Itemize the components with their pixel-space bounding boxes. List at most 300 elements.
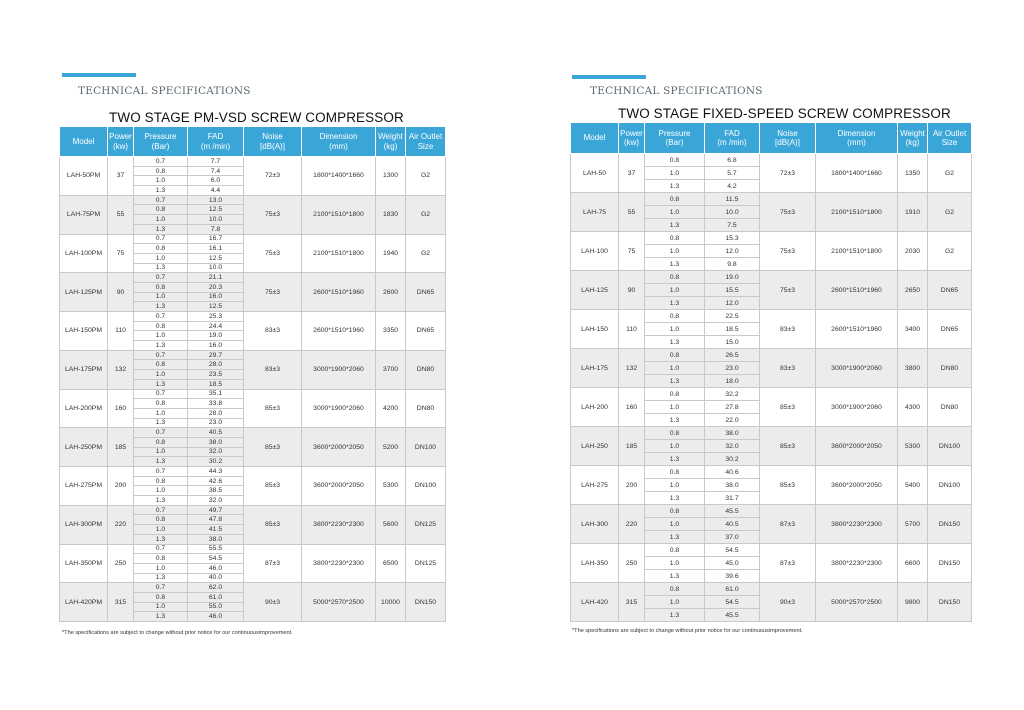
pressure-cell: 1.0 <box>134 525 188 535</box>
header-outlet: Air Outlet Size <box>928 123 972 154</box>
pressure-cell: 0.8 <box>645 154 705 167</box>
fad-cell: 4.4 <box>188 186 244 196</box>
pressure-cell: 0.8 <box>645 427 705 440</box>
fad-cell: 16.0 <box>188 292 244 302</box>
pressure-cell: 0.8 <box>645 505 705 518</box>
pressure-cell: 0.8 <box>645 388 705 401</box>
noise-cell: 83±3 <box>760 310 816 349</box>
fad-cell: 62.0 <box>188 583 244 593</box>
header-pressure: Pressure (Bar) <box>645 123 705 154</box>
dimension-cell: 1800*1400*1660 <box>302 157 376 196</box>
pressure-cell: 0.8 <box>134 437 188 447</box>
pressure-cell: 0.8 <box>645 232 705 245</box>
weight-cell: 1830 <box>376 195 406 234</box>
header-dimension: Dimension (mm) <box>302 127 376 157</box>
pressure-cell: 1.0 <box>645 518 705 531</box>
power-cell: 315 <box>619 583 645 622</box>
pressure-cell: 1.0 <box>645 206 705 219</box>
fad-cell: 28.0 <box>188 408 244 418</box>
pressure-cell: 0.7 <box>134 312 188 322</box>
table-row <box>571 232 972 245</box>
model-group <box>60 583 446 622</box>
pressure-cell: 0.7 <box>134 544 188 554</box>
fad-cell: 26.5 <box>705 349 760 362</box>
pressure-cell: 0.8 <box>134 515 188 525</box>
noise-cell: 72±3 <box>760 154 816 193</box>
pressure-cell: 1.0 <box>645 362 705 375</box>
model-group <box>60 544 446 583</box>
model-cell: LAH-150 <box>571 310 619 349</box>
pressure-cell: 1.0 <box>134 292 188 302</box>
fad-cell: 15.0 <box>705 336 760 349</box>
model-group <box>60 157 446 196</box>
fad-cell: 24.4 <box>188 321 244 331</box>
table-row <box>571 310 972 323</box>
weight-cell: 3800 <box>898 349 928 388</box>
power-cell: 132 <box>619 349 645 388</box>
power-cell: 37 <box>619 154 645 193</box>
pressure-cell: 1.0 <box>645 245 705 258</box>
pressure-cell: 1.3 <box>645 609 705 622</box>
pressure-cell: 0.8 <box>134 592 188 602</box>
dimension-cell: 2600*1510*1960 <box>302 273 376 312</box>
power-cell: 55 <box>619 193 645 232</box>
fad-cell: 10.0 <box>705 206 760 219</box>
pressure-cell: 1.0 <box>134 331 188 341</box>
noise-cell: 85±3 <box>244 428 302 467</box>
noise-cell: 87±3 <box>760 544 816 583</box>
fad-cell: 7.8 <box>188 224 244 234</box>
pressure-cell: 0.7 <box>134 467 188 477</box>
dimension-cell: 3000*1900*2060 <box>816 349 898 388</box>
noise-cell: 75±3 <box>760 193 816 232</box>
header-row <box>571 123 972 154</box>
model-cell: LAH-75 <box>571 193 619 232</box>
fad-cell: 19.0 <box>188 331 244 341</box>
pressure-cell: 1.3 <box>134 341 188 351</box>
power-cell: 90 <box>108 273 134 312</box>
power-cell: 75 <box>619 232 645 271</box>
fad-cell: 23.5 <box>188 370 244 380</box>
model-cell: LAH-350PM <box>60 544 108 583</box>
fad-cell: 25.3 <box>188 312 244 322</box>
header-pressure: Pressure (Bar) <box>134 127 188 157</box>
pressure-cell: 1.3 <box>134 418 188 428</box>
header-fad: FAD (m /min) <box>705 123 760 154</box>
outlet-cell: DN150 <box>928 505 972 544</box>
pressure-cell: 1.3 <box>645 570 705 583</box>
right-footnote: *The specifications are subject to change without prior notice for our continuousimprovement. <box>572 628 803 634</box>
table-row <box>60 234 446 244</box>
power-cell: 250 <box>619 544 645 583</box>
noise-cell: 87±3 <box>760 505 816 544</box>
weight-cell: 6600 <box>898 544 928 583</box>
fad-cell: 41.5 <box>188 525 244 535</box>
outlet-cell: G2 <box>406 157 446 196</box>
fad-cell: 39.6 <box>705 570 760 583</box>
model-group <box>60 389 446 428</box>
model-group <box>60 234 446 273</box>
fad-cell: 9.8 <box>705 258 760 271</box>
model-cell: LAH-200PM <box>60 389 108 428</box>
noise-cell: 83±3 <box>760 349 816 388</box>
fad-cell: 23.0 <box>705 362 760 375</box>
fad-cell: 45.0 <box>705 557 760 570</box>
table-row <box>60 467 446 477</box>
pressure-cell: 0.7 <box>134 428 188 438</box>
power-cell: 110 <box>619 310 645 349</box>
pressure-cell: 0.8 <box>134 244 188 254</box>
pressure-cell: 1.3 <box>134 302 188 312</box>
power-cell: 185 <box>108 428 134 467</box>
header-power: Power (kw) <box>108 127 134 157</box>
pressure-cell: 1.0 <box>134 408 188 418</box>
header-model: Model <box>571 123 619 154</box>
model-cell: LAH-75PM <box>60 195 108 234</box>
dimension-cell: 5000*2570*2500 <box>816 583 898 622</box>
dimension-cell: 2600*1510*1960 <box>816 271 898 310</box>
model-cell: LAH-250PM <box>60 428 108 467</box>
pressure-cell: 0.8 <box>134 205 188 215</box>
model-group <box>571 271 972 310</box>
noise-cell: 83±3 <box>244 312 302 351</box>
model-group <box>571 388 972 427</box>
fad-cell: 27.8 <box>705 401 760 414</box>
weight-cell: 5200 <box>376 428 406 467</box>
dimension-cell: 3800*2230*2300 <box>302 544 376 583</box>
pressure-cell: 0.8 <box>134 360 188 370</box>
outlet-cell: DN150 <box>406 583 446 622</box>
model-cell: LAH-125 <box>571 271 619 310</box>
outlet-cell: DN65 <box>406 273 446 312</box>
outlet-cell: DN125 <box>406 505 446 544</box>
model-group <box>571 583 972 622</box>
model-group <box>60 312 446 351</box>
outlet-cell: DN100 <box>406 428 446 467</box>
dimension-cell: 3600*2000*2050 <box>816 427 898 466</box>
header-noise: Noise [dB(A)] <box>244 127 302 157</box>
power-cell: 37 <box>108 157 134 196</box>
pressure-cell: 0.8 <box>134 166 188 176</box>
model-group <box>571 544 972 583</box>
model-group <box>60 350 446 389</box>
fad-cell: 38.0 <box>188 437 244 447</box>
fad-cell: 46.0 <box>188 612 244 622</box>
right-accent-bar <box>572 75 646 79</box>
pressure-cell: 1.0 <box>134 447 188 457</box>
fad-cell: 28.0 <box>188 360 244 370</box>
fad-cell: 7.7 <box>188 157 244 167</box>
pressure-cell: 1.3 <box>134 379 188 389</box>
fad-cell: 30.2 <box>188 457 244 467</box>
weight-cell: 2600 <box>376 273 406 312</box>
fad-cell: 19.0 <box>705 271 760 284</box>
dimension-cell: 2600*1510*1960 <box>816 310 898 349</box>
table-row <box>60 583 446 593</box>
pressure-cell: 0.7 <box>134 505 188 515</box>
pressure-cell: 1.0 <box>645 167 705 180</box>
pressure-cell: 1.0 <box>134 176 188 186</box>
fad-cell: 7.5 <box>705 219 760 232</box>
model-cell: LAH-420 <box>571 583 619 622</box>
weight-cell: 4300 <box>898 388 928 427</box>
noise-cell: 75±3 <box>244 273 302 312</box>
pressure-cell: 1.3 <box>134 534 188 544</box>
table-row <box>571 544 972 557</box>
dimension-cell: 1800*1400*1660 <box>816 154 898 193</box>
fad-cell: 12.5 <box>188 253 244 263</box>
model-group <box>60 505 446 544</box>
fad-cell: 21.1 <box>188 273 244 283</box>
pressure-cell: 1.3 <box>645 180 705 193</box>
table-row <box>571 388 972 401</box>
fad-cell: 32.0 <box>705 440 760 453</box>
outlet-cell: DN80 <box>406 350 446 389</box>
fad-cell: 37.0 <box>705 531 760 544</box>
pressure-cell: 1.3 <box>134 457 188 467</box>
model-cell: LAH-150PM <box>60 312 108 351</box>
outlet-cell: DN65 <box>406 312 446 351</box>
fad-cell: 35.1 <box>188 389 244 399</box>
dimension-cell: 2100*1510*1800 <box>302 195 376 234</box>
pressure-cell: 1.3 <box>645 219 705 232</box>
power-cell: 315 <box>108 583 134 622</box>
table-row <box>571 505 972 518</box>
pressure-cell: 0.8 <box>645 193 705 206</box>
fad-cell: 45.5 <box>705 609 760 622</box>
fad-cell: 42.6 <box>188 476 244 486</box>
right-section-label: TECHNICAL SPECIFICATIONS <box>590 85 763 97</box>
outlet-cell: DN80 <box>406 389 446 428</box>
fad-cell: 54.5 <box>705 596 760 609</box>
dimension-cell: 3000*1900*2060 <box>816 388 898 427</box>
noise-cell: 87±3 <box>244 544 302 583</box>
noise-cell: 85±3 <box>244 467 302 506</box>
outlet-cell: DN100 <box>406 467 446 506</box>
dimension-cell: 2100*1510*1800 <box>816 232 898 271</box>
table-row <box>571 466 972 479</box>
pressure-cell: 1.3 <box>134 612 188 622</box>
table-row <box>571 349 972 362</box>
table-row <box>60 428 446 438</box>
fad-cell: 44.3 <box>188 467 244 477</box>
noise-cell: 85±3 <box>760 466 816 505</box>
weight-cell: 2650 <box>898 271 928 310</box>
noise-cell: 85±3 <box>244 505 302 544</box>
weight-cell: 2030 <box>898 232 928 271</box>
model-cell: LAH-275 <box>571 466 619 505</box>
power-cell: 185 <box>619 427 645 466</box>
outlet-cell: DN65 <box>928 271 972 310</box>
dimension-cell: 3600*2000*2050 <box>302 428 376 467</box>
pressure-cell: 1.0 <box>645 284 705 297</box>
fad-cell: 15.5 <box>705 284 760 297</box>
noise-cell: 75±3 <box>760 232 816 271</box>
outlet-cell: DN65 <box>928 310 972 349</box>
left-footnote: *The specifications are subject to change without prior notice for our continuousimprovement. <box>62 630 293 636</box>
weight-cell: 3400 <box>898 310 928 349</box>
pressure-cell: 0.7 <box>134 195 188 205</box>
fad-cell: 54.5 <box>705 544 760 557</box>
fad-cell: 15.3 <box>705 232 760 245</box>
weight-cell: 1350 <box>898 154 928 193</box>
power-cell: 200 <box>108 467 134 506</box>
pressure-cell: 1.0 <box>645 440 705 453</box>
weight-cell: 1300 <box>376 157 406 196</box>
fad-cell: 30.2 <box>705 453 760 466</box>
pressure-cell: 1.3 <box>645 453 705 466</box>
fad-cell: 20.3 <box>188 282 244 292</box>
fad-cell: 10.0 <box>188 263 244 273</box>
pressure-cell: 1.0 <box>645 401 705 414</box>
fad-cell: 12.0 <box>705 245 760 258</box>
pressure-cell: 0.7 <box>134 157 188 167</box>
table-row <box>60 273 446 283</box>
pressure-cell: 1.0 <box>645 596 705 609</box>
power-cell: 55 <box>108 195 134 234</box>
pressure-cell: 1.0 <box>134 486 188 496</box>
fad-cell: 10.0 <box>188 215 244 225</box>
pressure-cell: 1.0 <box>134 602 188 612</box>
fad-cell: 23.0 <box>188 418 244 428</box>
noise-cell: 85±3 <box>244 389 302 428</box>
dimension-cell: 5000*2570*2500 <box>302 583 376 622</box>
noise-cell: 85±3 <box>760 388 816 427</box>
dimension-cell: 3800*2230*2300 <box>816 505 898 544</box>
model-cell: LAH-175PM <box>60 350 108 389</box>
left-section-label: TECHNICAL SPECIFICATIONS <box>78 85 251 97</box>
fad-cell: 12.5 <box>188 302 244 312</box>
weight-cell: 3350 <box>376 312 406 351</box>
pressure-cell: 0.8 <box>645 271 705 284</box>
model-group <box>571 505 972 544</box>
pressure-cell: 0.7 <box>134 234 188 244</box>
model-group <box>571 427 972 466</box>
fad-cell: 32.0 <box>188 496 244 506</box>
table-row <box>60 350 446 360</box>
outlet-cell: G2 <box>406 195 446 234</box>
model-cell: LAH-50 <box>571 154 619 193</box>
fad-cell: 18.5 <box>188 379 244 389</box>
right-spec-table <box>570 122 972 622</box>
dimension-cell: 2600*1510*1960 <box>302 312 376 351</box>
fad-cell: 16.0 <box>188 341 244 351</box>
fad-cell: 6.8 <box>705 154 760 167</box>
pressure-cell: 1.3 <box>645 531 705 544</box>
table-row <box>60 157 446 167</box>
fad-cell: 40.5 <box>188 428 244 438</box>
noise-cell: 75±3 <box>244 234 302 273</box>
header-row <box>60 127 446 157</box>
power-cell: 220 <box>619 505 645 544</box>
pressure-cell: 0.7 <box>134 350 188 360</box>
dimension-cell: 3000*1900*2060 <box>302 350 376 389</box>
fad-cell: 22.5 <box>705 310 760 323</box>
fad-cell: 40.0 <box>188 573 244 583</box>
model-cell: LAH-250 <box>571 427 619 466</box>
pressure-cell: 0.8 <box>645 544 705 557</box>
dimension-cell: 3800*2230*2300 <box>302 505 376 544</box>
fad-cell: 61.0 <box>188 592 244 602</box>
fad-cell: 47.8 <box>188 515 244 525</box>
header-dimension: Dimension (mm) <box>816 123 898 154</box>
model-group <box>571 349 972 388</box>
fad-cell: 32.0 <box>188 447 244 457</box>
pressure-cell: 1.3 <box>134 186 188 196</box>
header-model: Model <box>60 127 108 157</box>
model-group <box>60 273 446 312</box>
header-fad: FAD (m /min) <box>188 127 244 157</box>
power-cell: 132 <box>108 350 134 389</box>
model-cell: LAH-200 <box>571 388 619 427</box>
fad-cell: 18.5 <box>705 323 760 336</box>
outlet-cell: DN100 <box>928 466 972 505</box>
weight-cell: 5300 <box>898 427 928 466</box>
model-cell: LAH-420PM <box>60 583 108 622</box>
outlet-cell: DN80 <box>928 388 972 427</box>
table-row <box>571 193 972 206</box>
pressure-cell: 0.8 <box>645 583 705 596</box>
table-row <box>60 505 446 515</box>
table-row <box>60 195 446 205</box>
model-cell: LAH-100 <box>571 232 619 271</box>
fad-cell: 45.5 <box>705 505 760 518</box>
weight-cell: 3700 <box>376 350 406 389</box>
pressure-cell: 0.8 <box>645 466 705 479</box>
power-cell: 200 <box>619 466 645 505</box>
weight-cell: 5600 <box>376 505 406 544</box>
fad-cell: 46.0 <box>188 563 244 573</box>
pressure-cell: 0.8 <box>134 399 188 409</box>
noise-cell: 90±3 <box>760 583 816 622</box>
pressure-cell: 0.8 <box>134 321 188 331</box>
pressure-cell: 1.3 <box>645 336 705 349</box>
pressure-cell: 1.3 <box>645 492 705 505</box>
fad-cell: 5.7 <box>705 167 760 180</box>
fad-cell: 6.0 <box>188 176 244 186</box>
pressure-cell: 0.7 <box>134 273 188 283</box>
pressure-cell: 0.8 <box>645 349 705 362</box>
fad-cell: 38.0 <box>705 479 760 492</box>
fad-cell: 7.4 <box>188 166 244 176</box>
table-row <box>60 389 446 399</box>
noise-cell: 75±3 <box>760 271 816 310</box>
model-group <box>60 428 446 467</box>
fad-cell: 12.0 <box>705 297 760 310</box>
outlet-cell: DN150 <box>928 583 972 622</box>
pressure-cell: 1.0 <box>645 557 705 570</box>
power-cell: 75 <box>108 234 134 273</box>
fad-cell: 32.2 <box>705 388 760 401</box>
model-group <box>571 466 972 505</box>
table-row <box>60 312 446 322</box>
model-group <box>571 193 972 232</box>
pressure-cell: 1.0 <box>134 253 188 263</box>
dimension-cell: 2100*1510*1800 <box>302 234 376 273</box>
dimension-cell: 3600*2000*2050 <box>302 467 376 506</box>
outlet-cell: G2 <box>928 154 972 193</box>
pressure-cell: 0.8 <box>134 282 188 292</box>
dimension-cell: 3000*1900*2060 <box>302 389 376 428</box>
pressure-cell: 1.3 <box>134 224 188 234</box>
outlet-cell: DN150 <box>928 544 972 583</box>
pressure-cell: 1.3 <box>645 414 705 427</box>
fad-cell: 55.0 <box>188 602 244 612</box>
pressure-cell: 0.8 <box>134 476 188 486</box>
fad-cell: 38.0 <box>705 427 760 440</box>
left-spec-table <box>59 126 446 622</box>
dimension-cell: 2100*1510*1800 <box>816 193 898 232</box>
